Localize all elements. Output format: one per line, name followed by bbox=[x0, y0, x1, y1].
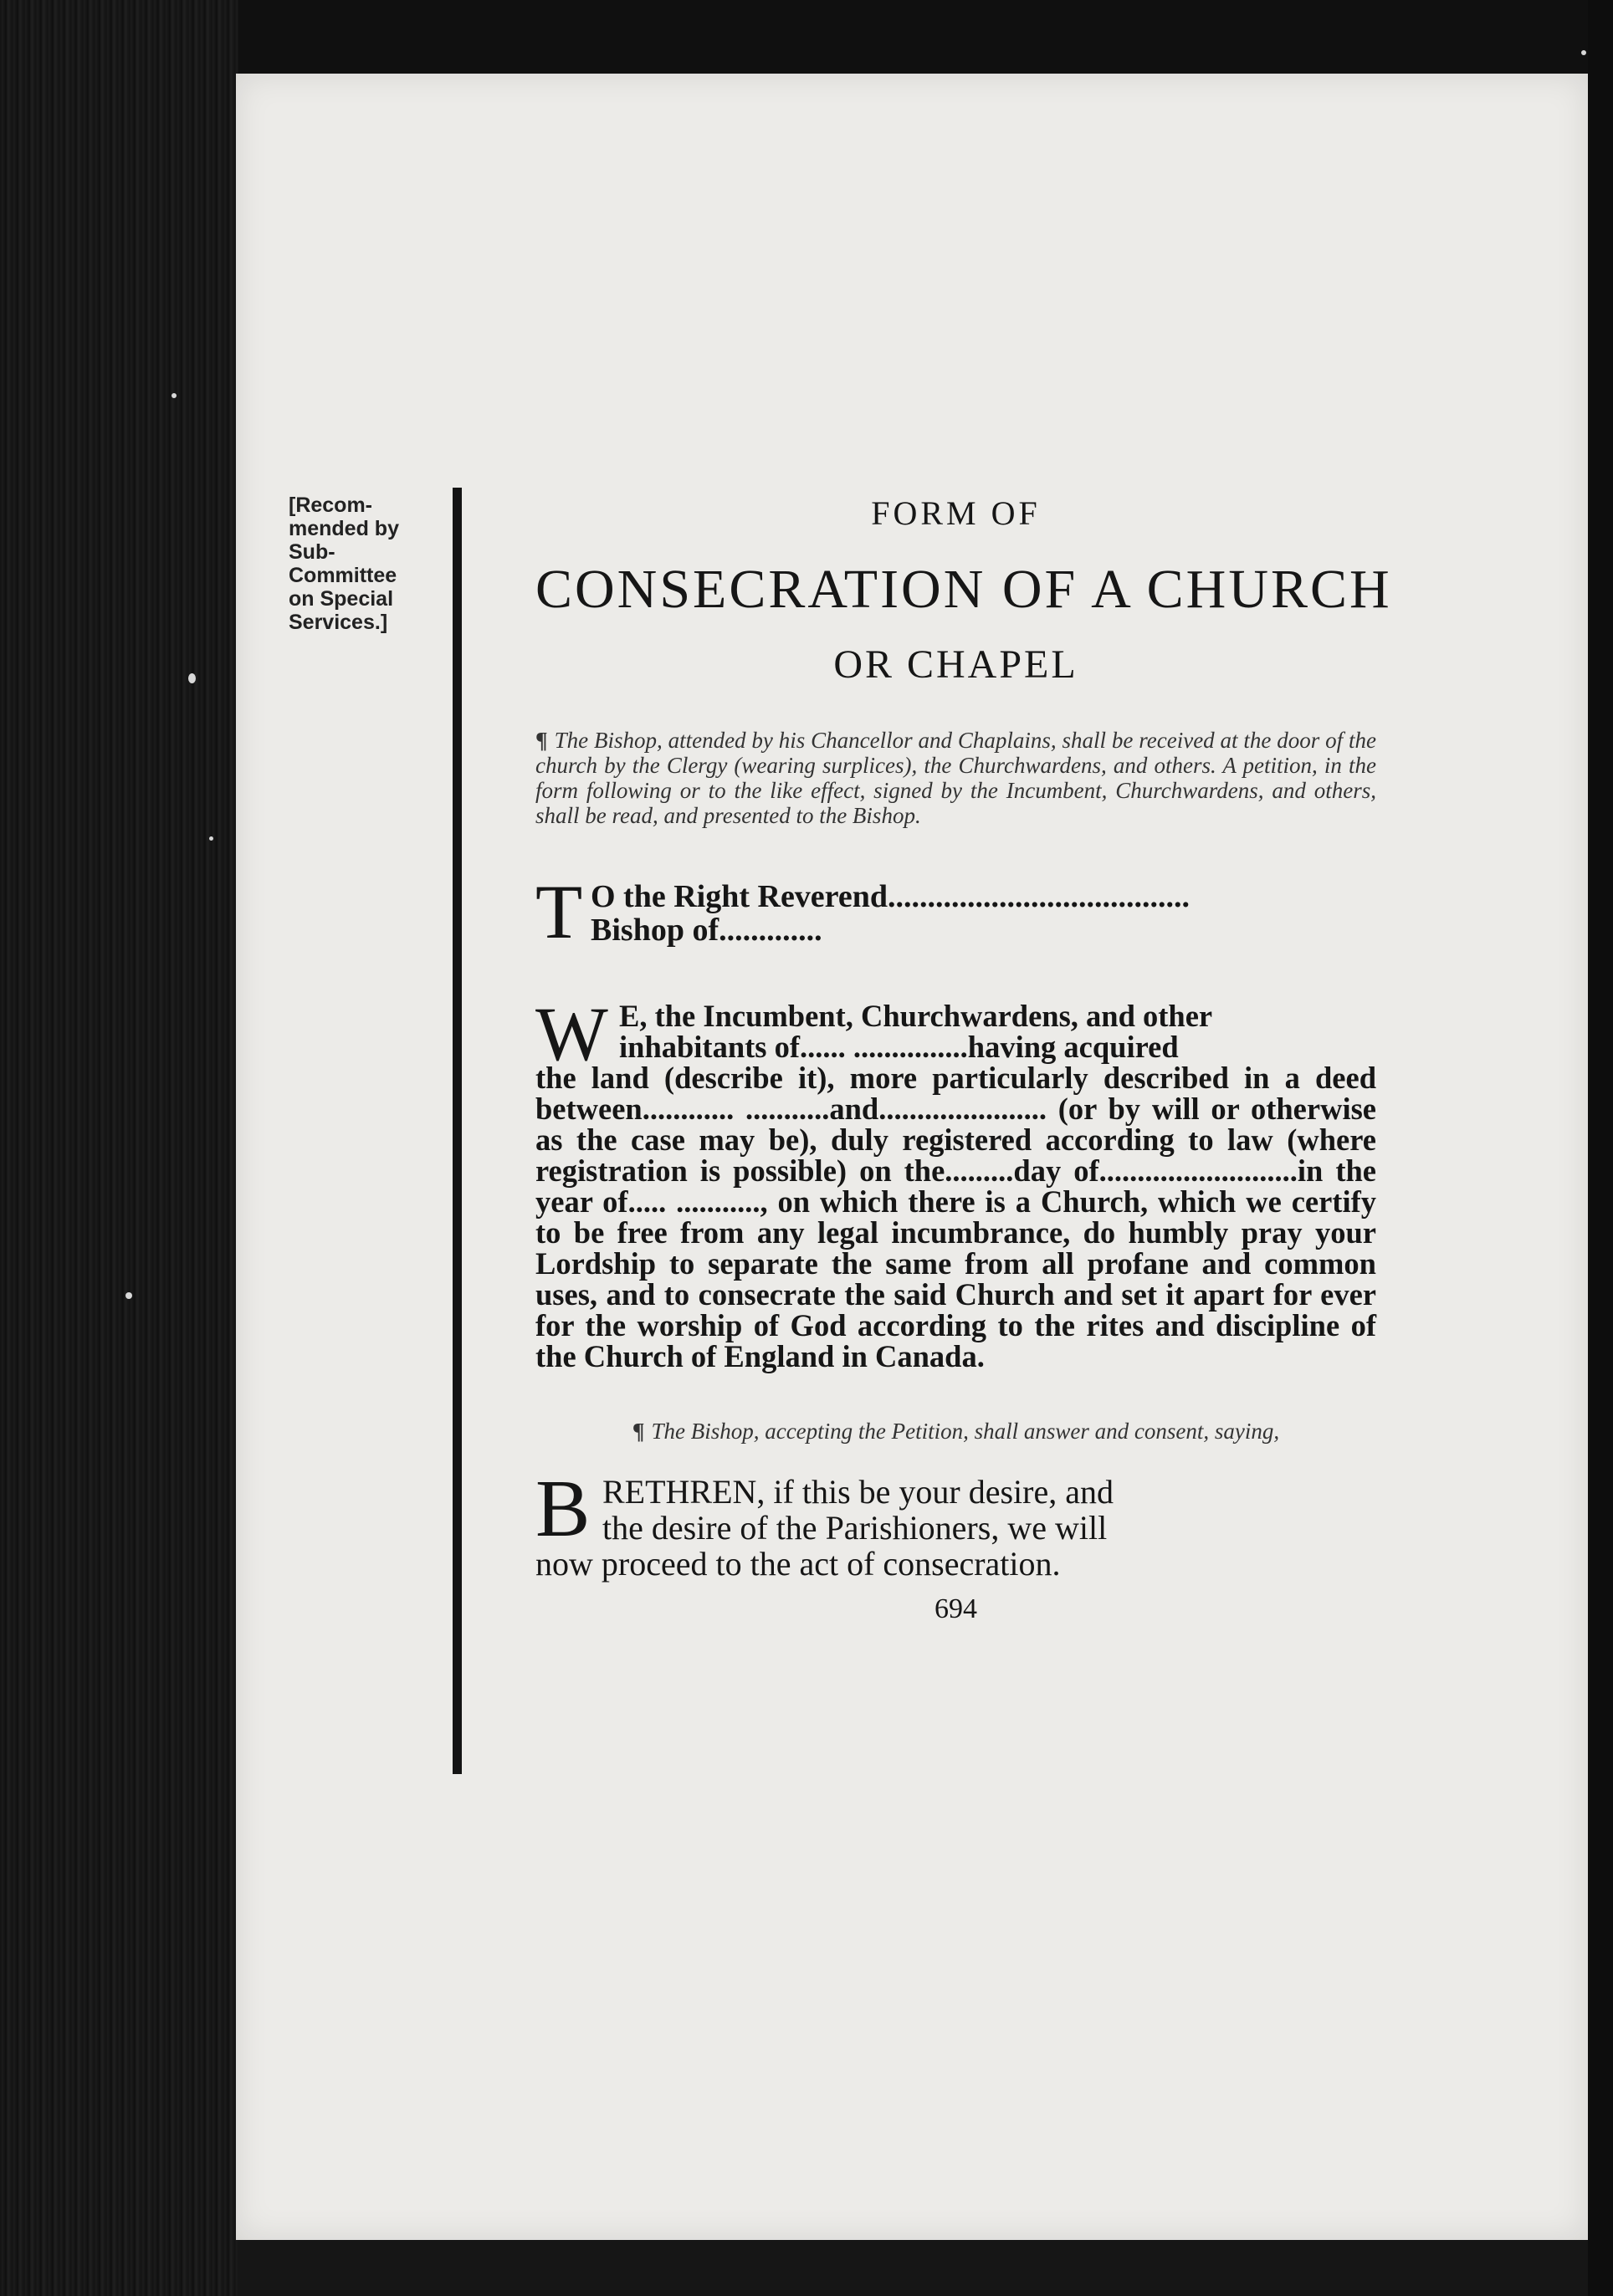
petition-line: E, the Incumbent, Churchwardens, and other bbox=[619, 999, 1213, 1033]
rubric-text: The Bishop, accepting the Petition, shall answer and consent, saying, bbox=[651, 1419, 1280, 1444]
page-number: 694 bbox=[935, 1593, 977, 1624]
response-line: RETHREN, if this be your desire, and bbox=[602, 1473, 1114, 1511]
film-border-right bbox=[1588, 0, 1613, 2296]
margin-note-line: [Recom- bbox=[289, 493, 373, 517]
margin-note bbox=[289, 493, 456, 634]
address-line: O the Right Reverend...................................... bbox=[591, 879, 1190, 914]
form-of-heading: FORM OF bbox=[871, 494, 1041, 532]
pilcrow-icon: ¶ bbox=[535, 728, 548, 753]
margin-note-line: Committee bbox=[289, 564, 397, 587]
petition-line: inhabitants of...... ...............having acquired bbox=[619, 1030, 1179, 1064]
response-line: the desire of the Parishioners, we will bbox=[602, 1509, 1108, 1547]
rubric-text: The Bishop, attended by his Chancellor and Chaplains, shall be received at the door of the church by the Clergy (wearing surplices), the Churchwardens, and others. A petition, in the form following or to the like effect, signed by the Incumbent, Churchwardens, and others, shall be read, and presented to the Bishop. bbox=[535, 728, 1376, 828]
drop-cap: T bbox=[535, 869, 583, 954]
film-speck bbox=[125, 1292, 132, 1299]
page-content bbox=[535, 485, 1392, 1625]
film-speck bbox=[172, 393, 177, 398]
page-subtitle: OR CHAPEL bbox=[833, 642, 1078, 687]
bishop-response bbox=[535, 1464, 1376, 1583]
film-speck bbox=[1581, 50, 1586, 55]
margin-note-line: mended by bbox=[289, 517, 399, 540]
film-border-left bbox=[0, 0, 238, 2296]
rubric-instruction bbox=[535, 728, 1376, 828]
film-speck bbox=[188, 673, 196, 683]
rubric-instruction bbox=[535, 1419, 1376, 1444]
drop-cap: B bbox=[535, 1464, 591, 1554]
film-border-top bbox=[238, 0, 1613, 74]
drop-cap: W bbox=[535, 991, 608, 1076]
margin-rule bbox=[453, 488, 462, 1774]
address-block bbox=[535, 869, 1376, 954]
petition-text bbox=[535, 991, 1376, 1373]
address-line: Bishop of............. bbox=[591, 913, 822, 948]
page-title: CONSECRATION OF A CHURCH bbox=[535, 559, 1392, 620]
petition-body: the land (describe it), more particularly described in a deed between............ ...........and...................... (or by will or otherwise as the case may be), duly registered according to law (where registration is possible) on the.........day of..........................in the year of..... ..........., on which there is a Church, which we certify to be free from any legal incumbrance, do humbly pray your Lordship to separate the same from all profane and common uses, and to consecrate the said Church and set it apart for ever for the worship of God according to the rites and discipline of the Church of England in Canada. bbox=[535, 1061, 1376, 1373]
margin-note-line: Sub- bbox=[289, 540, 335, 564]
film-speck bbox=[209, 836, 213, 841]
response-line: now proceed to the act of consecration. bbox=[535, 1545, 1061, 1583]
margin-note-line: on Special bbox=[289, 587, 394, 611]
pilcrow-icon: ¶ bbox=[632, 1419, 645, 1444]
margin-note-line: Services.] bbox=[289, 611, 388, 634]
